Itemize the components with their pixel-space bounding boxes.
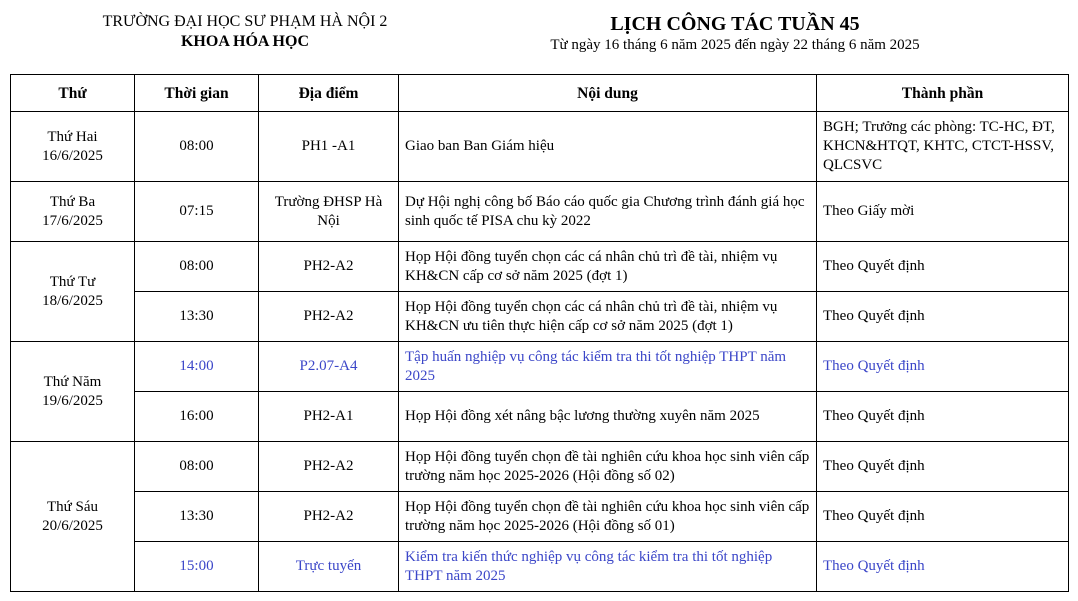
day-name: Thứ Sáu [46,498,99,515]
column-header-time: Thời gian [135,75,259,112]
table-row [11,342,1069,392]
content-cell: Kiểm tra kiến thức nghiệp vụ công tác kiểm tra thi tốt nghiệp THPT năm 2025 [399,542,817,592]
time-cell: 08:00 [135,442,259,492]
day-cell [11,182,135,242]
content-cell: Tập huấn nghiệp vụ công tác kiểm tra thi tốt nghiệp THPT năm 2025 [399,342,817,392]
day-name: Thứ Tư [49,273,96,290]
day-name: Thứ Ba [49,193,96,210]
place-cell: P2.07-A4 [259,342,399,392]
day-date: 20/6/2025 [42,517,103,534]
table-row [11,112,1069,182]
column-header-place: Địa điểm [259,75,399,112]
table-row [11,242,1069,292]
content-cell: Họp Hội đồng tuyển chọn đề tài nghiên cứu khoa học sinh viên cấp trường năm học 2025-2026 (Hội đồng số 01) [399,492,817,542]
schedule-header [520,12,950,54]
schedule-date-range: Từ ngày 16 tháng 6 năm 2025 đến ngày 22 tháng 6 năm 2025 [550,37,920,53]
table-row [11,292,1069,342]
time-cell: 16:00 [135,392,259,442]
content-cell: Giao ban Ban Giám hiệu [399,112,817,182]
time-cell: 08:00 [135,112,259,182]
members-cell: Theo Quyết định [817,392,1069,442]
table-row [11,442,1069,492]
schedule-table [10,74,1069,592]
university-name: TRƯỜNG ĐẠI HỌC SƯ PHẠM HÀ NỘI 2 [102,13,388,30]
schedule-table-body [11,112,1069,592]
schedule-table-header [11,75,1069,112]
day-cell [11,112,135,182]
table-row [11,542,1069,592]
place-cell: Trực tuyến [259,542,399,592]
members-cell: BGH; Trưởng các phòng: TC-HC, ĐT, KHCN&HTQT, KHTC, CTCT-HSSV, QLCSVC [817,112,1069,182]
table-row [11,392,1069,442]
content-cell: Họp Hội đồng tuyển chọn đề tài nghiên cứu khoa học sinh viên cấp trường năm học 2025-2026 (Hội đồng số 02) [399,442,817,492]
members-cell: Theo Quyết định [817,442,1069,492]
content-cell: Họp Hội đồng tuyển chọn các cá nhân chủ trì đề tài, nhiệm vụ KH&CN cấp cơ sở năm 2025 (đợt 1) [399,242,817,292]
day-date: 19/6/2025 [42,392,103,409]
content-cell: Dự Hội nghị công bố Báo cáo quốc gia Chương trình đánh giá học sinh quốc tế PISA chu kỳ 2022 [399,182,817,242]
day-date: 18/6/2025 [42,292,103,309]
column-header-day: Thứ [11,75,135,112]
day-name: Thứ Năm [43,373,102,390]
place-cell: PH2-A1 [259,392,399,442]
day-cell [11,342,135,442]
place-cell: PH2-A2 [259,492,399,542]
content-cell: Họp Hội đồng tuyển chọn các cá nhân chủ trì đề tài, nhiệm vụ KH&CN ưu tiên thực hiện cấp cơ sở năm 2025 (đợt 1) [399,292,817,342]
time-cell: 14:00 [135,342,259,392]
day-name: Thứ Hai [47,128,98,145]
day-cell [11,242,135,342]
header-row [11,75,1069,112]
time-cell: 15:00 [135,542,259,592]
members-cell: Theo Quyết định [817,292,1069,342]
members-cell: Theo Quyết định [817,342,1069,392]
place-cell: PH1 -A1 [259,112,399,182]
faculty-name: KHOA HÓA HỌC [180,33,309,50]
members-cell: Theo Quyết định [817,492,1069,542]
column-header-members: Thành phần [817,75,1069,112]
institution-header [60,12,430,52]
place-cell: Trường ĐHSP Hà Nội [259,182,399,242]
place-cell: PH2-A2 [259,242,399,292]
members-cell: Theo Giấy mời [817,182,1069,242]
schedule-title: LỊCH CÔNG TÁC TUẦN 45 [610,13,860,35]
time-cell: 13:30 [135,492,259,542]
members-cell: Theo Quyết định [817,242,1069,292]
place-cell: PH2-A2 [259,292,399,342]
time-cell: 08:00 [135,242,259,292]
column-header-content: Nội dung [399,75,817,112]
day-cell [11,442,135,592]
content-cell: Họp Hội đồng xét nâng bậc lương thường xuyên năm 2025 [399,392,817,442]
day-date: 17/6/2025 [42,212,103,229]
members-cell: Theo Quyết định [817,542,1069,592]
table-row [11,492,1069,542]
day-date: 16/6/2025 [42,147,103,164]
table-row [11,182,1069,242]
time-cell: 07:15 [135,182,259,242]
time-cell: 13:30 [135,292,259,342]
place-cell: PH2-A2 [259,442,399,492]
